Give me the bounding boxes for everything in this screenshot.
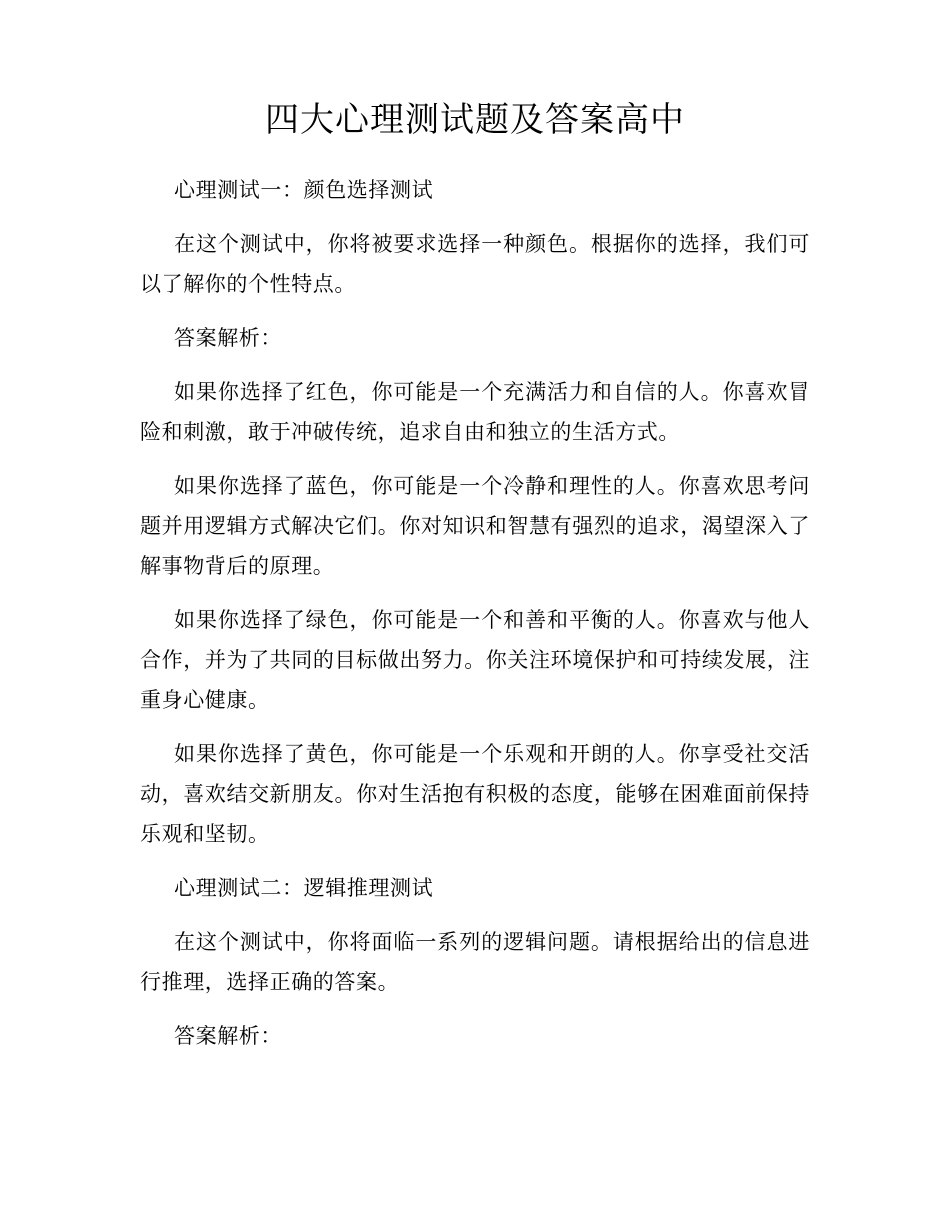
document-body	[140, 170, 810, 1070]
paragraph-blue: 如果你选择了蓝色，你可能是一个冷静和理性的人。你喜欢思考问题并用逻辑方式解决它们。你对知识和智慧有强烈的追求，渴望深入了解事物背后的原理。	[140, 474, 810, 578]
paragraph-test-2-intro: 在这个测试中，你将面临一系列的逻辑问题。请根据给出的信息进行推理，选择正确的答案。	[140, 930, 810, 994]
section-heading-test-2: 心理测试二：逻辑推理测试	[174, 876, 434, 900]
paragraph-red: 如果你选择了红色，你可能是一个充满活力和自信的人。你喜欢冒险和刺激，敢于冲破传统，追求自由和独立的生活方式。	[140, 380, 810, 444]
paragraph-test-1-intro: 在这个测试中，你将被要求选择一种颜色。根据你的选择，我们可以了解你的个性特点。	[140, 232, 810, 296]
page-title: 四大心理测试题及答案高中	[265, 100, 685, 140]
section-heading-test-1: 心理测试一：颜色选择测试	[174, 178, 434, 202]
paragraph-green: 如果你选择了绿色，你可能是一个和善和平衡的人。你喜欢与他人合作，并为了共同的目标做出努力。你关注环境保护和可持续发展，注重身心健康。	[140, 608, 810, 712]
answer-analysis-label: 答案解析：	[174, 326, 282, 350]
answer-analysis-label: 答案解析：	[174, 1024, 282, 1048]
paragraph-yellow: 如果你选择了黄色，你可能是一个乐观和开朗的人。你享受社交活动，喜欢结交新朋友。你对生活抱有积极的态度，能够在困难面前保持乐观和坚韧。	[140, 742, 810, 846]
